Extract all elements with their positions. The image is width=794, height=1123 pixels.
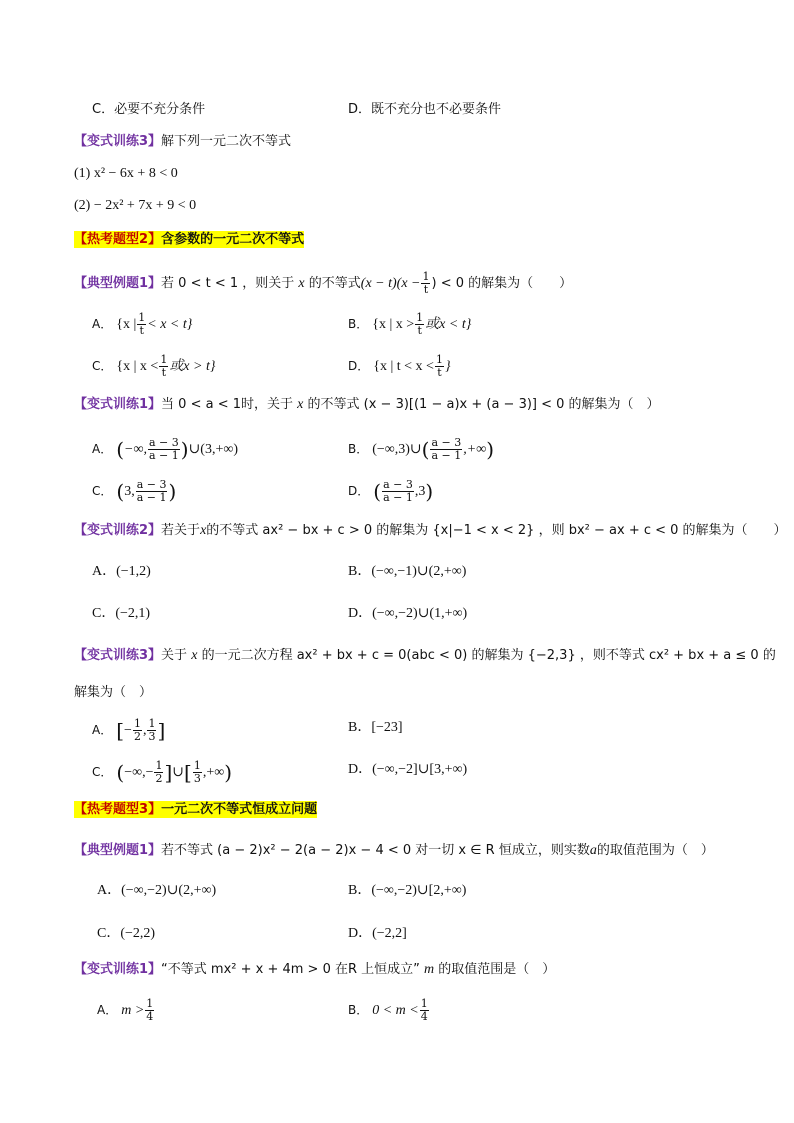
example1-var-x: x (298, 276, 305, 291)
section3-open: 【 (74, 802, 88, 817)
example1-option-d-letter: D． (348, 359, 370, 373)
variant3-option-c-letter: C． (92, 765, 113, 779)
variant2-option-d: D．(−∞,−2)∪(1,+∞) (348, 606, 468, 621)
variant3-option-d: D．(−∞,−2]∪[3,+∞) (348, 762, 468, 777)
variant4-text-b: 的取值范围是（ ） (438, 962, 556, 977)
variant4-option-a-letter: A． (97, 1003, 118, 1017)
variant1-option-b: B． (−∞,3)∪( $\frac{a - 3}{a - 1}$ ,+∞) (348, 436, 495, 462)
variant1-question (74, 396, 660, 414)
example2-option-b: B．(−∞,−2)∪[2,+∞) (348, 883, 467, 898)
example2-question (74, 842, 714, 860)
example1-label: 【典型例题1】 (74, 276, 162, 291)
variant1-option-b-letter: B． (348, 442, 369, 456)
variant1-option-c: C． (3, $\frac{a - 3}{a - 1}$ ) (92, 478, 177, 504)
variant2-text-b: 的不等式 ax² − bx + c > 0 的解集为 {x|−1 < x < 2} ，则 bx² − ax + c < 0 的解集为（ ） (206, 523, 787, 538)
example2-var-a: a (589, 843, 597, 858)
example1-option-d: D． {x | t < x < $\frac{1}{t}$ } (348, 353, 451, 379)
section3-label: 热考题型3 (87, 802, 149, 817)
variant4-option-b: B． 0 < m < $\frac{1}{4}$ (348, 997, 428, 1023)
variant1-option-c-letter: C． (92, 484, 113, 498)
variant1-text-a: 当 0 < a < 1时，关于 (161, 397, 294, 412)
option-d-prev: D．既不充分也不必要条件 (348, 102, 502, 117)
variant1-option-d-letter: D． (348, 484, 370, 498)
variant2-var-x: x (200, 523, 207, 538)
variant4-option-b-letter: B． (348, 1003, 369, 1017)
example1-option-a: A． {x | $\frac{1}{t}$ < x < t} (92, 311, 193, 337)
section2-title: 含参数的一元二次不等式 (161, 232, 305, 247)
example2-option-c: C．(−2,2) (97, 926, 156, 941)
example1-option-b-letter: B． (348, 317, 369, 331)
example2-option-a: A．(−∞,−2)∪(2,+∞) (97, 883, 217, 898)
example1-text-a: 若 0 < t < 1 ，则关于 (161, 276, 295, 291)
variant3-option-c: C． (−∞,− $\frac{1}{2}$ ]∪[ $\frac{1}{3}$ ,+∞) (92, 759, 233, 785)
example2-option-d: D．(−2,2] (348, 926, 407, 941)
variant1-text-b: 的不等式 (x − 3)[(1 − a)x + (a − 3)] < 0 的解集为（ ） (307, 397, 660, 412)
variant3-question-cont: 解集为（ ） (74, 685, 153, 700)
variant3-text-a: 关于 (161, 648, 188, 663)
example1-option-a-letter: A． (92, 317, 113, 331)
example1-text-b: 的不等式 (308, 276, 361, 291)
example1-option-b: B． {x | x > $\frac{1}{t}$ 或x < t} (348, 311, 472, 337)
variant2-option-c: C．(−2,1) (92, 606, 151, 621)
variant4-option-a: A． m > $\frac{1}{4}$ (97, 997, 154, 1023)
section-heading-2 (74, 231, 304, 249)
variant2-text-a: 若关于 (161, 523, 201, 538)
variant3-text-b: 的一元二次方程 ax² + bx + c = 0(abc < 0) 的解集为 {−2,3} ，则不等式 cx² + bx + a ≤ 0 的 (201, 648, 776, 663)
variant1-label: 【变式训练1】 (74, 397, 162, 412)
example2-text-a: 若不等式 (a − 2)x² − 2(a − 2)x − 4 < 0 对一切 x ∈ R 恒成立，则实数 (161, 843, 590, 858)
example2-label: 【典型例题1】 (74, 843, 162, 858)
variant3-question (74, 647, 776, 665)
variant3a-label: 【变式训练3】 (74, 134, 162, 149)
variant3-label: 【变式训练3】 (74, 648, 162, 663)
variant1-option-a: A． (−∞, $\frac{a - 3}{a - 1}$ )∪(3,+∞) (92, 436, 238, 462)
example1-question (74, 271, 572, 296)
section2-close: 】 (148, 232, 162, 247)
variant2-question (74, 522, 787, 540)
variant1-var-x: x (297, 397, 304, 412)
example1-option-c-letter: C． (92, 359, 113, 373)
example1-frac: $\frac{1}{t}$ (422, 270, 430, 296)
variant4-label: 【变式训练1】 (74, 962, 162, 977)
variant2-label: 【变式训练2】 (74, 523, 162, 538)
variant2-option-a: A．(−1,2) (92, 564, 151, 579)
example2-text-b: 的取值范围为（ ） (596, 843, 714, 858)
section2-label: 热考题型2 (87, 232, 149, 247)
variant3-option-a: A． [− $\frac{1}{2}$ , $\frac{1}{3}$ ] (92, 717, 166, 743)
variant4-text-a: “不等式 mx² + x + 4m > 0 在R 上恒成立” (161, 962, 420, 977)
variant4-question (74, 961, 555, 979)
variant3-option-b: B．[−23] (348, 720, 403, 735)
variant3-option-a-letter: A． (92, 723, 113, 737)
variant1-option-a-letter: A． (92, 442, 113, 456)
variant2-option-b: B．(−∞,−1)∪(2,+∞) (348, 564, 467, 579)
section-heading-3 (74, 801, 317, 819)
variant3a-part2: (2) − 2x² + 7x + 9 < 0 (74, 198, 197, 213)
option-c-prev: C．必要不充分条件 (92, 102, 206, 117)
example1-expr: (x − t)(x − (360, 276, 421, 291)
variant3a-question (74, 133, 291, 151)
example1-option-c: C． {x | x < $\frac{1}{t}$ 或x > t} (92, 353, 216, 379)
variant3a-text: 解下列一元二次不等式 (161, 134, 292, 149)
variant3a-part1: (1) x² − 6x + 8 < 0 (74, 166, 178, 181)
section2-open: 【 (74, 232, 88, 247)
variant4-var-m: m (424, 962, 435, 977)
variant3-var-x: x (191, 648, 198, 663)
section3-close: 】 (148, 802, 162, 817)
variant1-option-d: D． ( $\frac{a - 3}{a - 1}$ ,3) (348, 478, 434, 504)
example1-text-c: ) < 0 的解集为（ ） (431, 276, 573, 291)
section3-title: 一元二次不等式恒成立问题 (161, 802, 318, 817)
